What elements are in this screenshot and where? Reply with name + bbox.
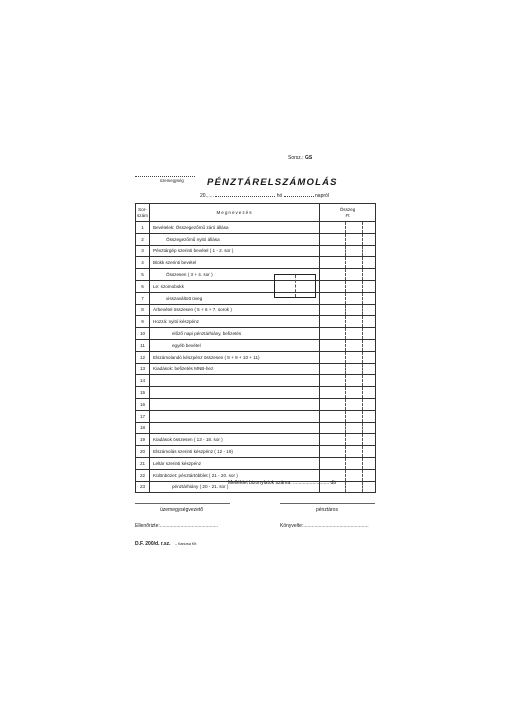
- table-row: [136, 422, 376, 434]
- row-number: 17: [136, 410, 150, 422]
- table-header-row: [136, 204, 376, 222]
- row-number: 14: [136, 375, 150, 387]
- table-row: [136, 446, 376, 458]
- table-row: [136, 292, 376, 304]
- row-description: egyéb bevétel: [150, 339, 320, 351]
- row-number: 20: [136, 446, 150, 458]
- amount-separator: [345, 340, 346, 351]
- table-row: [136, 351, 376, 363]
- row-description: visszaváltott üveg: [150, 292, 320, 304]
- row-amount[interactable]: [320, 316, 376, 328]
- amount-separator: [345, 269, 346, 280]
- row-amount[interactable]: [320, 457, 376, 469]
- amount-separator: [362, 257, 363, 268]
- attachments-count: Melléklet bizonylatok száma: .......................... db: [228, 480, 337, 486]
- amount-separator: [345, 364, 346, 375]
- amount-separator: [345, 293, 346, 304]
- form-title: PÉNZTÁRELSZÁMOLÁS: [207, 177, 338, 188]
- row-number: 7: [136, 292, 150, 304]
- amount-separator: [362, 269, 363, 280]
- row-amount[interactable]: [320, 446, 376, 458]
- row-amount[interactable]: [320, 410, 376, 422]
- table-row: [136, 280, 376, 292]
- table-row: [136, 304, 376, 316]
- amount-separator: [345, 281, 346, 292]
- date-line: [200, 194, 370, 199]
- table-row: [136, 375, 376, 387]
- row-number: 21: [136, 457, 150, 469]
- row-amount[interactable]: [320, 387, 376, 399]
- amount-separator: [362, 375, 363, 386]
- date-day-label: napról: [315, 193, 329, 199]
- row-amount[interactable]: [320, 233, 376, 245]
- amount-separator: [362, 316, 363, 327]
- row-number: 3: [136, 245, 150, 257]
- row-number: 15: [136, 387, 150, 399]
- col-header-amount: Összeg Ft: [320, 204, 376, 222]
- serial-number: [288, 156, 312, 161]
- row-number: 8: [136, 304, 150, 316]
- amount-separator: [362, 434, 363, 445]
- table-row: [136, 328, 376, 340]
- amount-separator: [345, 434, 346, 445]
- amount-separator: [362, 281, 363, 292]
- amount-separator: [362, 234, 363, 245]
- row-description: [150, 375, 320, 387]
- checked-by: Ellenőrizte:..........................................: [135, 523, 219, 529]
- amount-separator: [345, 328, 346, 339]
- row-amount[interactable]: [320, 222, 376, 234]
- row-number: 4: [136, 257, 150, 269]
- row-amount[interactable]: [320, 434, 376, 446]
- manager-label: üzemegységvezető: [160, 507, 204, 513]
- row-number: 13: [136, 363, 150, 375]
- row-amount[interactable]: [320, 351, 376, 363]
- serial-label: Sorsz.:: [288, 155, 304, 161]
- table-row: [136, 233, 376, 245]
- unit-field-line: [135, 176, 195, 177]
- row-number: 1: [136, 222, 150, 234]
- row-description: [150, 410, 320, 422]
- amount-separator: [345, 375, 346, 386]
- amount-separator: [362, 411, 363, 422]
- amount-separator: [362, 446, 363, 457]
- row-description: Kiadások összesen ( 13 - 18. sor ): [150, 434, 320, 446]
- deduction-separator: [295, 275, 296, 297]
- row-description: Pénztárgép szerinti bevétel ( 1 - 2. sor ): [150, 245, 320, 257]
- row-description: Bevételek: Összegezőmű záró állása: [150, 222, 320, 234]
- row-description: Összesen ( 3 + 4. sor ): [150, 269, 320, 281]
- cashier-label: pénztáros: [316, 507, 338, 513]
- row-description: Kiadások: befizetés MNB-hez: [150, 363, 320, 375]
- amount-separator: [345, 458, 346, 469]
- row-amount[interactable]: [320, 328, 376, 340]
- booked-by: Könyvelte:...............................................: [280, 523, 369, 529]
- row-number: 18: [136, 422, 150, 434]
- date-year: 20......: [200, 193, 214, 199]
- row-amount[interactable]: [320, 280, 376, 292]
- amount-separator: [362, 423, 363, 434]
- amount-separator: [362, 399, 363, 410]
- date-month-label: hó: [276, 193, 283, 199]
- row-description: előző napi pénztárhiány, befizetés: [150, 328, 320, 340]
- manager-signature-line: [135, 503, 230, 504]
- row-number: 22: [136, 469, 150, 481]
- amount-separator: [345, 423, 346, 434]
- amount-separator: [345, 411, 346, 422]
- row-description: Hozzá: nyitó készpénz: [150, 316, 320, 328]
- row-description: Elszámolás szerinti készpénz ( 12 - 19): [150, 446, 320, 458]
- amount-separator: [362, 246, 363, 257]
- row-description: Összegezőmű nyitó állása: [150, 233, 320, 245]
- table-row: [136, 222, 376, 234]
- row-description: Elszámolandó készpénz összesen ( 8 + 9 + 10 + 11): [150, 351, 320, 363]
- amount-separator: [362, 387, 363, 398]
- date-month-field: [215, 196, 275, 197]
- row-description: [150, 387, 320, 399]
- amount-separator: [362, 482, 363, 493]
- publisher: – Kanizsa Kft.: [175, 542, 198, 546]
- unit-label: üzemegység: [160, 178, 184, 183]
- row-number: 2: [136, 233, 150, 245]
- row-description: pénztárhiány ( 20 - 21. sor ): [150, 481, 320, 493]
- row-description: Le: szomobokk: [150, 280, 320, 292]
- amount-separator: [362, 340, 363, 351]
- amount-separator: [362, 293, 363, 304]
- row-amount[interactable]: [320, 398, 376, 410]
- deduction-subbox: [274, 274, 316, 298]
- amount-separator: [345, 234, 346, 245]
- row-amount[interactable]: [320, 304, 376, 316]
- amount-separator: [362, 352, 363, 363]
- amount-separator: [362, 222, 363, 233]
- row-number: 11: [136, 339, 150, 351]
- amount-separator: [345, 305, 346, 316]
- row-description: Blokk szerinti bevétel: [150, 257, 320, 269]
- table-row: [136, 434, 376, 446]
- row-number: 6: [136, 280, 150, 292]
- table-row: [136, 387, 376, 399]
- row-amount[interactable]: [320, 422, 376, 434]
- row-amount[interactable]: [320, 363, 376, 375]
- cashier-signature-line: [280, 503, 375, 504]
- row-description: [150, 398, 320, 410]
- row-description: Árbevétel összesen ( 5 + 6 + 7. sorok ): [150, 304, 320, 316]
- amount-separator: [345, 257, 346, 268]
- amount-separator: [362, 328, 363, 339]
- settlement-table: [135, 203, 376, 493]
- amount-separator: [345, 222, 346, 233]
- row-amount[interactable]: [320, 245, 376, 257]
- row-amount[interactable]: [320, 269, 376, 281]
- row-amount[interactable]: [320, 375, 376, 387]
- amount-separator: [345, 482, 346, 493]
- row-amount[interactable]: [320, 339, 376, 351]
- amount-separator: [345, 470, 346, 481]
- amount-separator: [362, 364, 363, 375]
- row-amount[interactable]: [320, 292, 376, 304]
- table-row: [136, 245, 376, 257]
- row-description: [150, 422, 320, 434]
- row-description: Leltár szerinti készpénz: [150, 457, 320, 469]
- col-header-desc: Megnevezés: [150, 204, 320, 222]
- form-code: D.F. 200/d. r.sz.: [135, 541, 171, 547]
- row-number: 12: [136, 351, 150, 363]
- form-code-line: [135, 532, 197, 550]
- amount-separator: [345, 316, 346, 327]
- amount-separator: [362, 470, 363, 481]
- amount-separator: [345, 387, 346, 398]
- row-number: 10: [136, 328, 150, 340]
- table-row: [136, 398, 376, 410]
- row-number: 19: [136, 434, 150, 446]
- amount-separator: [345, 352, 346, 363]
- table-row: [136, 457, 376, 469]
- amount-separator: [362, 305, 363, 316]
- row-number: 9: [136, 316, 150, 328]
- row-number: 5: [136, 269, 150, 281]
- amount-separator: [345, 446, 346, 457]
- table-row: [136, 363, 376, 375]
- table-row: [136, 339, 376, 351]
- col-header-num: Sor- szám: [136, 204, 150, 222]
- amount-separator: [362, 458, 363, 469]
- row-description: Különbözet: pénztártöbblet ( 21 - 20. sor ): [150, 469, 320, 481]
- serial-value: GS: [304, 155, 313, 161]
- table-row: [136, 410, 376, 422]
- table-row: [136, 316, 376, 328]
- row-amount[interactable]: [320, 257, 376, 269]
- date-day-field: [284, 196, 314, 197]
- row-number: 23: [136, 481, 150, 493]
- table-row: [136, 269, 376, 281]
- table-row: [136, 257, 376, 269]
- amount-separator: [345, 399, 346, 410]
- amount-separator: [345, 246, 346, 257]
- row-number: 16: [136, 398, 150, 410]
